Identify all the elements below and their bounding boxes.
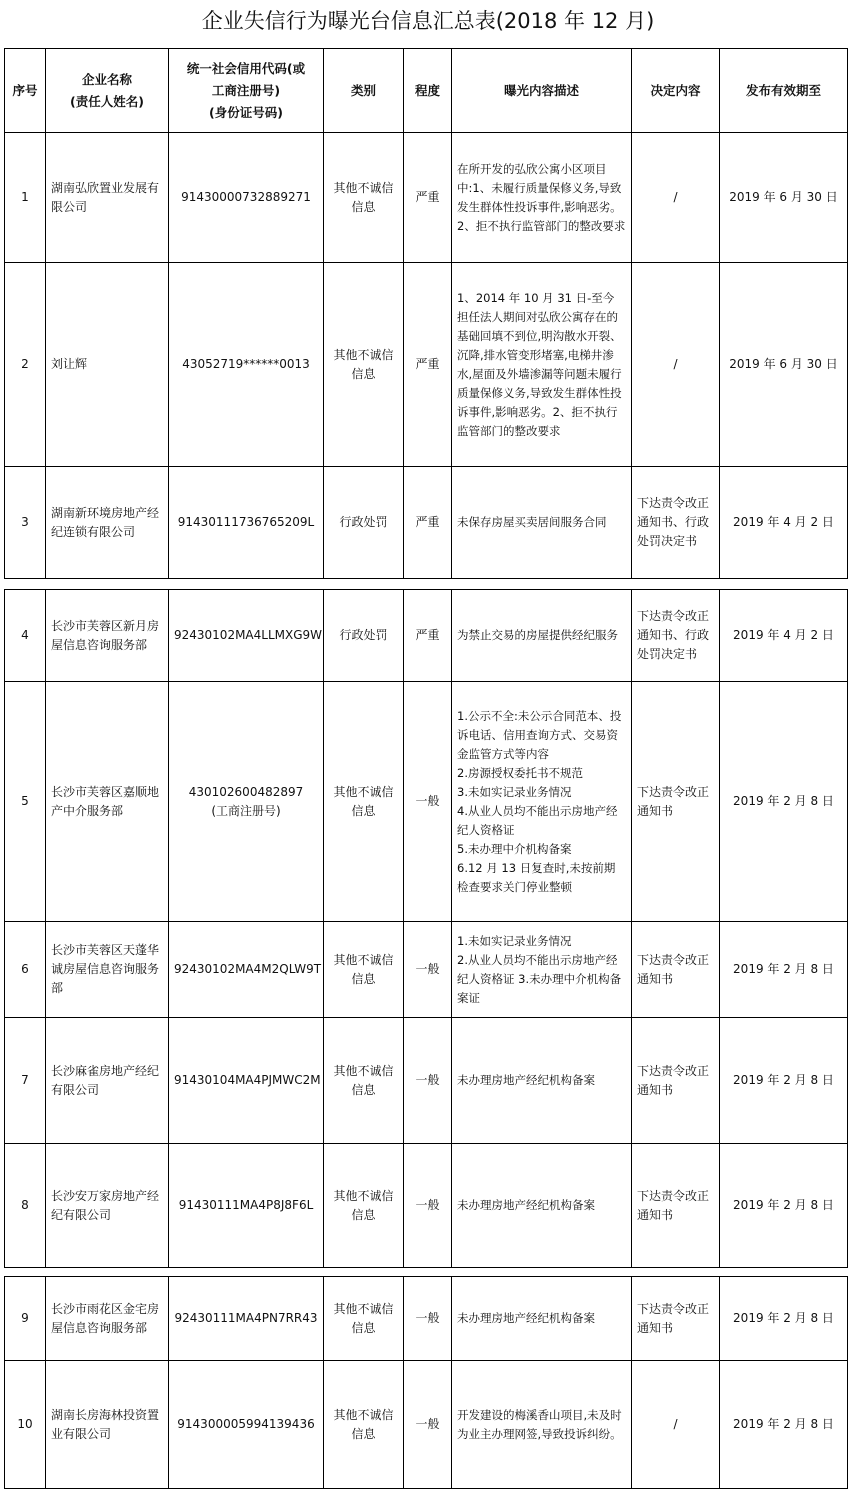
- cell-degree: 严重: [404, 467, 452, 579]
- table-row: [5, 590, 848, 682]
- cell-name: 长沙市芙蓉区天蓬华诚房屋信息咨询服务部: [46, 922, 169, 1018]
- cell-seq: 3: [5, 467, 46, 579]
- cell-seq: 4: [5, 590, 46, 682]
- table-block-1: [4, 48, 848, 579]
- cell-valid-until: 2019 年 4 月 2 日: [720, 467, 848, 579]
- cell-decision: /: [632, 263, 720, 467]
- cell-code: [169, 590, 324, 682]
- cell-seq: 7: [5, 1018, 46, 1144]
- cell-degree: 一般: [404, 922, 452, 1018]
- table-row: [5, 133, 848, 263]
- table-row: [5, 1277, 848, 1361]
- cell-valid-until: 2019 年 6 月 30 日: [720, 133, 848, 263]
- cell-degree: 严重: [404, 590, 452, 682]
- table-row: [5, 1361, 848, 1489]
- cell-name: 长沙麻雀房地产经纪有限公司: [46, 1018, 169, 1144]
- table-block-2: [4, 589, 848, 1268]
- cell-category: 其他不诚信信息: [324, 133, 404, 263]
- header-valid-until: 发布有效期至: [720, 49, 848, 133]
- table-row: [5, 682, 848, 922]
- code-value: 43052719******0013: [182, 357, 310, 371]
- cell-description: 在所开发的弘欣公寓小区项目中:1、未履行质量保修义务,导致发生群体性投诉事件,影响恶劣。2、拒不执行监管部门的整改要求: [452, 133, 632, 263]
- cell-description: 为禁止交易的房屋提供经纪服务: [452, 590, 632, 682]
- cell-valid-until: 2019 年 2 月 8 日: [720, 922, 848, 1018]
- cell-degree: 一般: [404, 682, 452, 922]
- cell-degree: 一般: [404, 1144, 452, 1268]
- cell-name: 湖南新环境房地产经纪连锁有限公司: [46, 467, 169, 579]
- code-value: 914300005994139436: [177, 1417, 315, 1431]
- cell-decision: 下达责令改正通知书: [632, 1144, 720, 1268]
- cell-degree: 一般: [404, 1277, 452, 1361]
- cell-description: 1、2014 年 10 月 31 日-至今 担任法人期间对弘欣公寓存在的基础回填不到位,明沟散水开裂、沉降,排水管变形堵塞,电梯井渗水,屋面及外墙渗漏等问题未履行质量保修义务,导致发生群体性投诉事件,影响恶劣。2、拒不执行监管部门的整改要求: [452, 263, 632, 467]
- table-row: [5, 1144, 848, 1268]
- cell-code: [169, 467, 324, 579]
- cell-code: [169, 133, 324, 263]
- cell-valid-until: 2019 年 2 月 8 日: [720, 1144, 848, 1268]
- cell-category: 其他不诚信信息: [324, 1144, 404, 1268]
- cell-description: 1.公示不全:未公示合同范本、投诉电话、信用查询方式、交易资金监管方式等内容 2.房源授权委托书不规范 3.未如实记录业务情况 4.从业人员均不能出示房地产经纪人资格证 5.未办理中介机构备案 6.12 月 13 日复查时,未按前期检查要求关门停业整顿: [452, 682, 632, 922]
- cell-valid-until: 2019 年 2 月 8 日: [720, 1361, 848, 1489]
- code-value: 430102600482897: [188, 784, 304, 799]
- header-category: 类别: [324, 49, 404, 133]
- page-title: 企业失信行为曝光台信息汇总表(2018 年 12 月): [201, 9, 655, 33]
- table-row: [5, 922, 848, 1018]
- cell-seq: 10: [5, 1361, 46, 1489]
- cell-seq: 8: [5, 1144, 46, 1268]
- cell-description: 1.未如实记录业务情况 2.从业人员均不能出示房地产经纪人资格证 3.未办理中介机构备案证: [452, 922, 632, 1018]
- cell-decision: /: [632, 133, 720, 263]
- cell-code: [169, 1144, 324, 1268]
- cell-code: [169, 263, 324, 467]
- cell-decision: /: [632, 1361, 720, 1489]
- header-description: 曝光内容描述: [452, 49, 632, 133]
- cell-valid-until: 2019 年 4 月 2 日: [720, 590, 848, 682]
- cell-code: [169, 682, 324, 922]
- cell-name: 湖南弘欣置业发展有限公司: [46, 133, 169, 263]
- cell-decision: 下达责令改正通知书: [632, 1277, 720, 1361]
- table-row: [5, 263, 848, 467]
- rows-3: [5, 1277, 848, 1489]
- cell-seq: 5: [5, 682, 46, 922]
- cell-name: 刘让辉: [46, 263, 169, 467]
- cell-decision: 下达责令改正通知书、行政处罚决定书: [632, 590, 720, 682]
- header-degree: 程度: [404, 49, 452, 133]
- cell-code: [169, 1361, 324, 1489]
- cell-code: [169, 922, 324, 1018]
- cell-category: 其他不诚信信息: [324, 1277, 404, 1361]
- cell-valid-until: 2019 年 2 月 8 日: [720, 682, 848, 922]
- cell-valid-until: 2019 年 6 月 30 日: [720, 263, 848, 467]
- code-value: 92430102MA4M2QLW9T: [174, 962, 322, 976]
- cell-degree: 严重: [404, 263, 452, 467]
- cell-seq: 9: [5, 1277, 46, 1361]
- table-row: [5, 467, 848, 579]
- cell-code: [169, 1018, 324, 1144]
- header-code: 统一社会信用代码(或 工商注册号) (身份证号码): [169, 49, 324, 133]
- cell-category: 其他不诚信信息: [324, 682, 404, 922]
- code-value: 92430102MA4LLMXG9W: [174, 628, 323, 642]
- table-header-row: [5, 49, 848, 133]
- cell-name: 湖南长房海林投资置业有限公司: [46, 1361, 169, 1489]
- cell-decision: 下达责令改正通知书: [632, 682, 720, 922]
- code-value: 91430104MA4PJMWC2M: [174, 1073, 321, 1087]
- cell-description: 未办理房地产经纪机构备案: [452, 1277, 632, 1361]
- cell-description: 未办理房地产经纪机构备案: [452, 1018, 632, 1144]
- code-value: 91430111736765209L: [177, 515, 315, 529]
- cell-name: 长沙市芙蓉区新月房屋信息咨询服务部: [46, 590, 169, 682]
- rows-2: [5, 590, 848, 1268]
- cell-name: 长沙市芙蓉区嘉顺地产中介服务部: [46, 682, 169, 922]
- cell-category: 其他不诚信信息: [324, 263, 404, 467]
- cell-code: [169, 1277, 324, 1361]
- code-note: (工商注册号): [211, 803, 281, 818]
- code-value: 91430111MA4P8J8F6L: [178, 1198, 314, 1212]
- cell-category: 其他不诚信信息: [324, 1018, 404, 1144]
- rows-1: [5, 133, 848, 579]
- cell-decision: 下达责令改正通知书、行政处罚决定书: [632, 467, 720, 579]
- code-value: 92430111MA4PN7RR43: [174, 1311, 318, 1325]
- cell-category: 其他不诚信信息: [324, 1361, 404, 1489]
- cell-decision: 下达责令改正通知书: [632, 1018, 720, 1144]
- cell-description: 未保存房屋买卖居间服务合同: [452, 467, 632, 579]
- header-name: 企业名称 (责任人姓名): [46, 49, 169, 133]
- cell-decision: 下达责令改正通知书: [632, 922, 720, 1018]
- cell-description: 开发建设的梅溪香山项目,未及时为业主办理网签,导致投诉纠纷。: [452, 1361, 632, 1489]
- table-row: [5, 1018, 848, 1144]
- cell-degree: 严重: [404, 133, 452, 263]
- header-seq: 序号: [5, 49, 46, 133]
- cell-category: 行政处罚: [324, 590, 404, 682]
- cell-name: 长沙市雨花区金宅房屋信息咨询服务部: [46, 1277, 169, 1361]
- code-value: 91430000732889271: [181, 190, 311, 204]
- cell-seq: 2: [5, 263, 46, 467]
- table-block-3: [4, 1276, 848, 1489]
- header-decision: 决定内容: [632, 49, 720, 133]
- cell-degree: 一般: [404, 1361, 452, 1489]
- cell-description: 未办理房地产经纪机构备案: [452, 1144, 632, 1268]
- cell-category: 行政处罚: [324, 467, 404, 579]
- cell-valid-until: 2019 年 2 月 8 日: [720, 1018, 848, 1144]
- cell-name: 长沙安万家房地产经纪有限公司: [46, 1144, 169, 1268]
- cell-seq: 1: [5, 133, 46, 263]
- cell-category: 其他不诚信信息: [324, 922, 404, 1018]
- cell-degree: 一般: [404, 1018, 452, 1144]
- cell-seq: 6: [5, 922, 46, 1018]
- cell-valid-until: 2019 年 2 月 8 日: [720, 1277, 848, 1361]
